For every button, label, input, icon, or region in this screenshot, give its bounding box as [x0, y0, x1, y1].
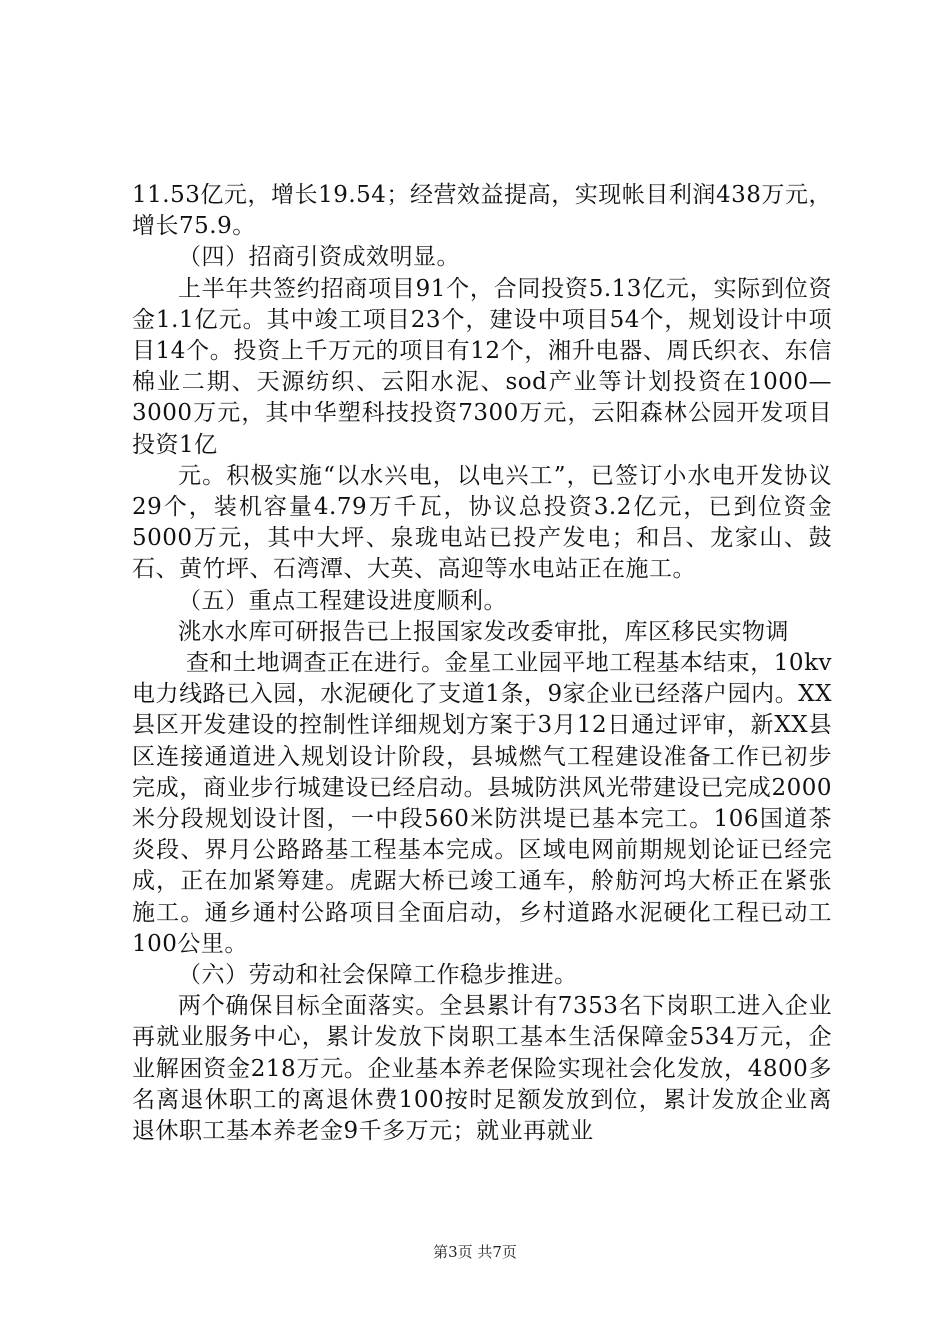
paragraph-investment: 上半年共签约招商项目91个，合同投资5.13亿元，实际到位资金1.1亿元。其中竣工项目23个，建设中项目54个，规划设计中项目14个。投资上千万元的项目有12个，湘升电器、周氏织衣、东信棉业二期、天源纺织、云阳水泥、sod产业等计划投资在1000—3000万元，其中华塑科技投资7300万元，云阳森林公园开发项目投资1亿: [132, 275, 832, 458]
section-heading-6: （六）劳动和社会保障工作稳步推进。: [178, 962, 578, 989]
paragraph-continuation: 11.53亿元，增长19.54；经营效益提高，实现帐目利润438万元，增长75.9。: [132, 182, 832, 240]
section-heading-4: （四）招商引资成效明显。: [178, 244, 460, 271]
paragraph-key-projects: 查和土地调查正在进行。金星工业园平地工程基本结束，10kv电力线路已入园，水泥硬化了支道1条，9家企业已经落户园内。XX县区开发建设的控制性详细规划方案于3月12日通过评审，新XX县区连接通道进入规划设计阶段，县城燃气工程建设准备工作已初步完成，商业步行城建设已经启动。县城防洪风光带建设已完成2000米分段规划设计图，一中段560米防洪堤已基本完工。106国道茶炎段、界月公路路基工程基本完成。区域电网前期规划论证已经完成，正在加紧筹建。虎踞大桥已竣工通车，舲舫河坞大桥正在紧张施工。通乡通村公路项目全面启动，乡村道路水泥硬化工程已动工100公里。: [132, 650, 832, 957]
section-heading-5: （五）重点工程建设进度顺利。: [178, 587, 507, 614]
page-number-footer: 第3页 共7页: [433, 1243, 517, 1261]
document-body: [132, 180, 832, 1147]
paragraph-hydropower: 元。积极实施“以水兴电，以电兴工”，已签订小水电开发协议29个，装机容量4.79万千瓦，协议总投资3.2亿元，已到位资金5000万元，其中大坪、泉珑电站已投产发电；和吕、龙家山、鼓石、黄竹坪、石湾潭、大英、高迎等水电站正在施工。: [132, 462, 832, 583]
paragraph-social-security: 两个确保目标全面落实。全县累计有7353名下岗职工进入企业再就业服务中心，累计发放下岗职工基本生活保障金534万元，企业解困资金218万元。企业基本养老保险实现社会化发放，4800多名离退休职工的离退休费100按时足额发放到位，累计发放企业离退休职工基本养老金9千多万元；就业再就业: [132, 993, 832, 1145]
paragraph-reservoir: 洮水水库可研报告已上报国家发改委审批，库区移民实物调: [178, 618, 789, 645]
